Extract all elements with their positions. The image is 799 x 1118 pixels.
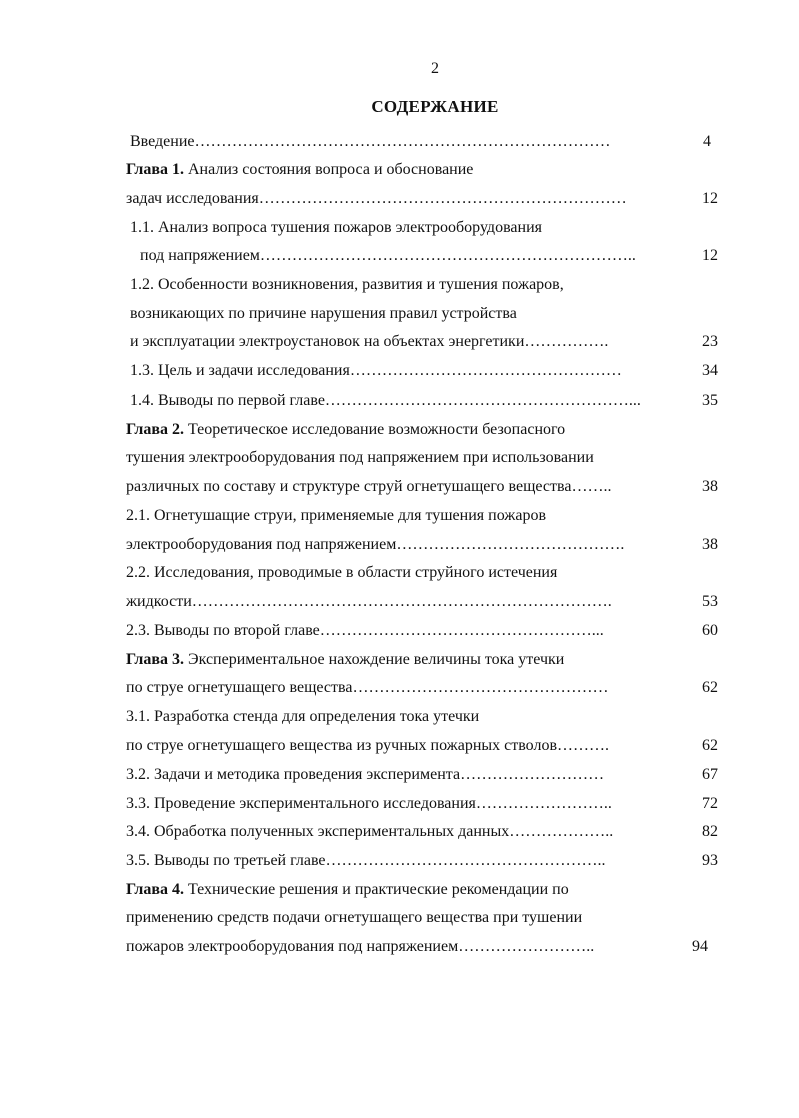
toc-page-number: 62 (702, 737, 718, 754)
toc-text (126, 702, 479, 731)
toc-page-number: 93 (702, 852, 718, 869)
toc-line (0, 702, 799, 731)
toc-page-number: 82 (702, 823, 718, 840)
page-number: 2 (431, 60, 439, 77)
toc-line (0, 903, 799, 932)
toc-page-number: 94 (692, 938, 708, 955)
toc-line (0, 530, 799, 559)
toc-page-number: 4 (703, 133, 711, 150)
toc-text (130, 356, 622, 385)
toc-line (0, 673, 799, 702)
toc-text (126, 846, 606, 875)
toc-text (126, 530, 624, 559)
toc-line (0, 356, 799, 385)
toc-page-number: 67 (702, 766, 718, 783)
toc-line (0, 327, 799, 356)
toc-page-number: 23 (702, 333, 718, 350)
toc-entry-text: электрооборудования под напряжением……………………………………. (126, 536, 625, 553)
toc-page-number: 38 (702, 536, 718, 553)
toc-text (126, 184, 627, 213)
toc-entry-text: 3.1. Разработка стенда для определения тока утечки (126, 708, 480, 725)
toc-line (0, 270, 799, 299)
toc-text (126, 616, 604, 645)
toc-text (126, 932, 594, 961)
toc-line (0, 817, 799, 846)
toc-text (126, 558, 557, 587)
toc-line (0, 558, 799, 587)
toc-line (0, 501, 799, 530)
toc-line (0, 127, 799, 156)
toc-line (0, 731, 799, 760)
toc-text (126, 645, 564, 674)
toc-entry-text: 3.5. Выводы по третьей главе…………………………………………….. (126, 852, 606, 869)
toc-text (126, 673, 608, 702)
toc-line (0, 932, 799, 961)
toc-entry-text: 1.4. Выводы по первой главе…………………………………………………... (130, 392, 641, 409)
toc-entry-text: 1.2. Особенности возникновения, развития и тушения пожаров, (130, 276, 564, 293)
chapter-label: Глава 3. (126, 651, 184, 668)
toc-page-number: 12 (702, 247, 718, 264)
toc-entry-text: по струе огнетушащего вещества из ручных пожарных стволов………. (126, 737, 609, 754)
toc-entry-text: 2.3. Выводы по второй главе……………………………………………... (126, 622, 604, 639)
toc-text (130, 127, 611, 156)
toc-text (126, 472, 611, 501)
toc-entry-text: Анализ состояния вопроса и обоснование (184, 161, 474, 178)
toc-line (0, 587, 799, 616)
toc-page-number: 62 (702, 679, 718, 696)
toc-entry-text: пожаров электрооборудования под напряжением…………………….. (126, 938, 595, 955)
toc-page-number: 53 (702, 593, 718, 610)
toc-line (0, 443, 799, 472)
toc-text (126, 155, 473, 184)
chapter-label: Глава 4. (126, 881, 184, 898)
toc-line (0, 415, 799, 444)
toc-line (0, 789, 799, 818)
toc-text (126, 501, 546, 530)
toc-line (0, 645, 799, 674)
chapter-label: Глава 2. (126, 421, 184, 438)
toc-text (130, 327, 608, 356)
toc-text (130, 299, 517, 328)
toc-entry-text: Технические решения и практические рекомендации по (184, 881, 569, 898)
toc-page-number: 12 (702, 190, 718, 207)
toc-line (0, 155, 799, 184)
toc-line (0, 616, 799, 645)
toc-entry-text: Экспериментальное нахождение величины тока утечки (184, 651, 565, 668)
toc-entry-text: 1.3. Цель и задачи исследования…………………………………………… (130, 362, 622, 379)
toc-entry-text: жидкости……………………………………………………………………. (126, 593, 612, 610)
toc-line (0, 299, 799, 328)
toc-text (126, 903, 582, 932)
toc-page-number: 35 (702, 392, 718, 409)
toc-text (126, 731, 609, 760)
toc-entry-text: Введение…………………………………………………………………… (130, 133, 611, 150)
chapter-label: Глава 1. (126, 161, 184, 178)
toc-text (140, 241, 636, 270)
toc-entry-text: тушения электрооборудования под напряжением при использовании (126, 449, 594, 466)
toc-text (130, 213, 542, 242)
toc-line (0, 472, 799, 501)
toc-entry-text: 3.2. Задачи и методика проведения эксперимента……………………… (126, 766, 605, 783)
toc-page-number: 38 (702, 478, 718, 495)
toc-text (126, 415, 565, 444)
toc-line (0, 213, 799, 242)
toc-entry-text: Теоретическое исследование возможности безопасного (184, 421, 566, 438)
toc-entry-text: 2.1. Огнетушащие струи, применяемые для тушения пожаров (126, 507, 547, 524)
toc-text (126, 875, 569, 904)
toc-text (130, 386, 641, 415)
toc-entry-text: возникающих по причине нарушения правил устройства (130, 305, 517, 322)
toc-line (0, 184, 799, 213)
toc-entry-text: под напряжением…………………………………………………………….. (140, 247, 636, 264)
toc-entry-text: 2.2. Исследования, проводимые в области струйного истечения (126, 564, 558, 581)
toc-entry-text: 3.3. Проведение экспериментального исследования…………………….. (126, 795, 612, 812)
toc-page-number: 72 (702, 795, 718, 812)
toc-entry-text: задач исследования…………………………………………………………… (126, 190, 627, 207)
toc-page-number: 34 (702, 362, 718, 379)
toc-entry-text: 1.1. Анализ вопроса тушения пожаров электрооборудования (130, 219, 542, 236)
toc-entry-text: различных по составу и структуре струй огнетушащего вещества…….. (126, 478, 612, 495)
toc-text (126, 789, 612, 818)
toc-entry-text: и эксплуатации электроустановок на объектах энергетики……………. (130, 333, 609, 350)
toc-line (0, 241, 799, 270)
toc-text (130, 270, 564, 299)
toc-text (126, 587, 612, 616)
page-title: СОДЕРЖАНИЕ (371, 97, 499, 116)
toc-entry-text: по струе огнетушащего вещества………………………………………… (126, 679, 609, 696)
toc-text (126, 760, 604, 789)
toc-page-number: 60 (702, 622, 718, 639)
toc-line (0, 760, 799, 789)
toc-entry-text: 3.4. Обработка полученных экспериментальных данных……………….. (126, 823, 614, 840)
toc-line (0, 846, 799, 875)
toc-text (126, 817, 613, 846)
toc-text (126, 443, 594, 472)
toc-line (0, 386, 799, 415)
toc-line (0, 875, 799, 904)
toc-entry-text: применению средств подачи огнетушащего вещества при тушении (126, 909, 583, 926)
